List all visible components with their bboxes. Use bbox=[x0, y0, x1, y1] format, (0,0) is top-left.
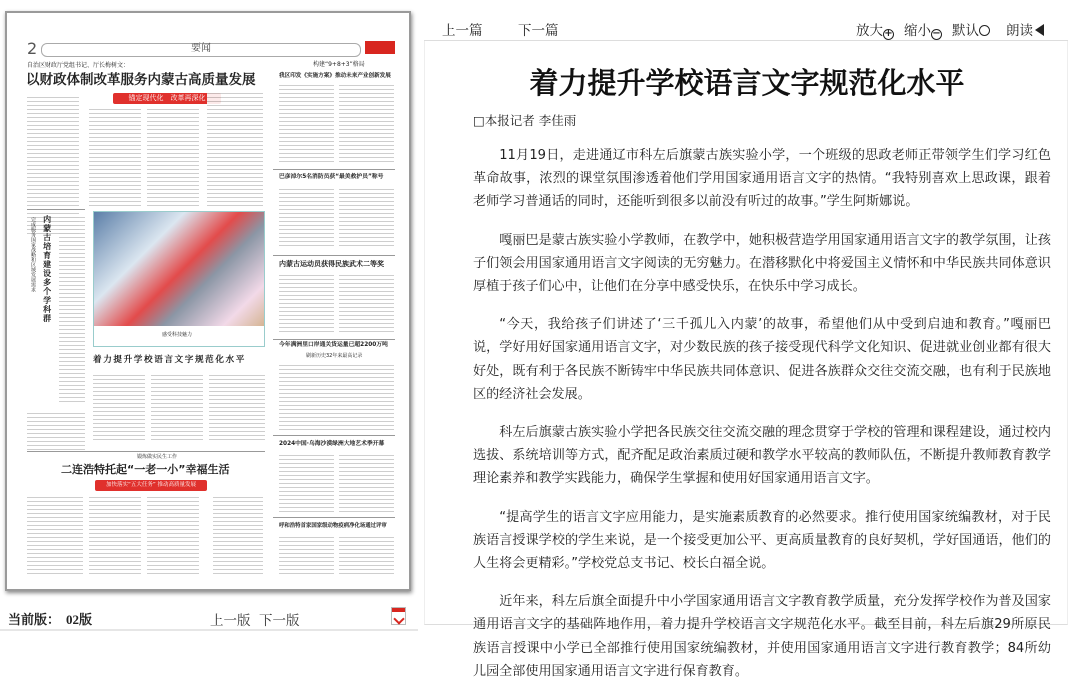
right-headline-1[interactable]: 我区印发《实施方案》推动未来产业创新发展 bbox=[279, 73, 391, 79]
vertical-subhead: 完成服务国家战略和区域发展需求 bbox=[30, 217, 36, 292]
headline-main[interactable]: 以财政体制改革服务内蒙古高质量发展 bbox=[26, 72, 256, 88]
newspaper-page-thumbnail[interactable] bbox=[5, 11, 411, 591]
right-headline-6[interactable]: 呼和浩特首家国家级动物疫病净化场通过评审 bbox=[279, 523, 387, 529]
prev-article-link[interactable]: 上一篇 bbox=[442, 23, 483, 39]
center-headline[interactable]: 着力提升学校语言文字规范化水平 bbox=[93, 355, 246, 365]
vertical-headline[interactable]: 内蒙古培育建设多个学科群 bbox=[42, 215, 52, 323]
red-banner-2: 加快落实“五大任务” 推动高质量发展 bbox=[95, 480, 207, 491]
page-navigation-bar bbox=[0, 603, 418, 631]
right-kicker: 构建“9+8+3”格局 bbox=[313, 61, 365, 68]
circle-icon bbox=[979, 25, 990, 36]
zoom-out-button[interactable] bbox=[904, 19, 942, 40]
article-body bbox=[473, 144, 1051, 698]
current-page-label: 当前版： bbox=[8, 613, 61, 628]
pdf-download-icon[interactable] bbox=[391, 607, 406, 625]
article-paragraph: 嘎丽巴是蒙古族实验小学教师，在教学中，她积极营造学用国家通用语言文字的教学氛围，让孩子们领会用国家通用语言文字阅读的无穷魅力。在潜移默化中将爱国主义情怀和中华民族共同体意识厚植于孩子们心中，让他们在分享中感受快乐，在快乐中学习成长。 bbox=[473, 232, 1051, 295]
zoom-in-label: 放大 bbox=[856, 23, 883, 39]
news-photo[interactable] bbox=[93, 211, 265, 347]
read-aloud-label: 朗读 bbox=[1006, 23, 1033, 39]
right-headline-5[interactable]: 2024中国·乌海沙漠绿洲大地艺术季开幕 bbox=[279, 441, 385, 447]
article-title: 着力提升学校语言文字规范化水平 bbox=[529, 66, 965, 100]
newspaper-page[interactable] bbox=[21, 31, 397, 587]
article-paragraph: 11月19日，走进通辽市科左后旗蒙古族实验小学，一个班级的思政老师正带领学生们学习红色革命故事，浓烈的课堂氛围渗透着他们学用国家通用语言文字的热情。“我特别喜欢上思政课，跟着老师学习普通话的同时，还能听到很多以前没有听过的故事。”学生阿斯娜说。 bbox=[473, 148, 1051, 210]
current-page-value: 02版 bbox=[66, 612, 93, 627]
default-size-button[interactable] bbox=[952, 19, 990, 39]
next-page-link[interactable]: 下一版 bbox=[259, 613, 300, 629]
article-paragraph: 科左后旗蒙古族实验小学把各民族交往交流交融的理念贯穿于学校的管理和课程建设，通过校内选拔、系统培训等方式，配齐配足政治素质过硬和教学水平较高的教师队伍，不断提升教师教育教学理论素养和教学实践能力，确保学生掌握和使用好国家通用语言文字。 bbox=[473, 425, 1051, 487]
read-aloud-button[interactable] bbox=[1006, 19, 1044, 39]
right-subhead-4: 刷新历史32年来最高记录 bbox=[306, 353, 363, 359]
zoom-out-label: 缩小 bbox=[904, 23, 931, 39]
article-panel bbox=[424, 41, 1068, 679]
right-headline-3[interactable]: 内蒙古运动员获得民族武术二等奖 bbox=[279, 260, 384, 268]
article-paragraph: “今天，我给孩子们讲述了‘三千孤儿入内蒙’的故事，希望他们从中受到启迪和教育。”嘎丽巴说，学好用好国家通用语言文字，对少数民族的孩子接受现代科学文化知识、促进就业创业都有很大好处，既有利于各民族不断铸牢中华民族共同体意识、促进各族群众交往交流交融，也有利于民族地区的经济社会发展。 bbox=[473, 317, 1051, 402]
next-article-link[interactable]: 下一篇 bbox=[518, 23, 559, 39]
newspaper-logo bbox=[365, 41, 395, 54]
article-paragraph: 近年来，科左后旗全面提升中小学国家通用语言文字教育教学质量，充分发挥学校作为普及国家通用语言文字的基础阵地作用，着力提升学校语言文字规范化水平。截至目前，科左后旗29所原民族语言授课中小学已全部推行使用国家统编教材，并使用国家通用语言文字进行教育教学；84所幼儿园全部使用国家通用语言文字进行保育教育。 bbox=[473, 594, 1051, 679]
article-toolbar bbox=[424, 14, 1068, 41]
minus-circle-icon: − bbox=[932, 28, 941, 39]
plus-circle-icon: + bbox=[884, 28, 893, 39]
right-headline-4[interactable]: 今年满洲里口岸通关货运量已超2200万吨 bbox=[279, 342, 388, 348]
zoom-in-button[interactable] bbox=[856, 19, 894, 40]
photo-caption: 感受科技魅力 bbox=[162, 332, 193, 338]
headline-2[interactable]: 二连浩特托起“一老一小”幸福生活 bbox=[61, 463, 230, 476]
right-headline-2[interactable]: 巴彦淖尔5名消防员获“最美救护员”称号 bbox=[279, 174, 384, 180]
speaker-icon bbox=[1035, 24, 1044, 36]
article-byline: □本报记者 李佳雨 bbox=[473, 113, 577, 128]
kicker-main: 自治区财政厅党组书记、厅长梅树文： bbox=[27, 62, 130, 69]
section-label: 要闻 bbox=[191, 43, 211, 54]
kicker-2: 锻炼做实民生工作 bbox=[137, 454, 178, 460]
article-paragraph: “提高学生的语言文字应用能力，是实施素质教育的必然要求。推行使用国家统编教材，对于民族语言授课学校的学生来说，是一个接受更加公平、更高质量教育的良好契机，学好国通语，他们的人生将会更精彩。”学校党总支书记、校长白福全说。 bbox=[473, 509, 1051, 572]
page-number: 2 bbox=[27, 39, 38, 58]
red-banner-1: 锚定现代化 改革再深化 bbox=[113, 93, 221, 104]
prev-page-link[interactable]: 上一版 bbox=[210, 613, 251, 629]
default-label: 默认 bbox=[952, 23, 979, 39]
